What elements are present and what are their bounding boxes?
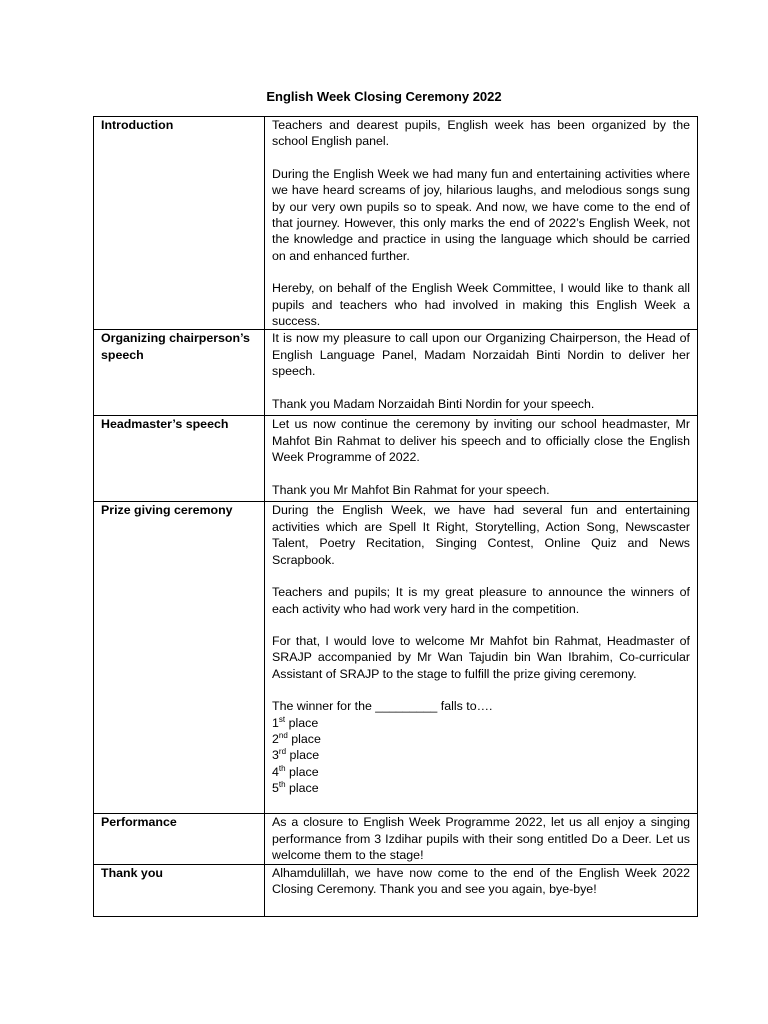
script-paragraph: For that, I would love to welcome Mr Mahfot bin Rahmat, Headmaster of SRAJP accompanied by Mr Wan Tajudin bin Wan Ibrahim, Co-curricular Assistant of SRAJP to the stage to fulfill the prize giving ceremony. — [272, 633, 690, 681]
table-row — [94, 502, 698, 814]
document-title: English Week Closing Ceremony 2022 — [266, 89, 502, 104]
script-paragraph: Alhamdulillah, we have now come to the end of the English Week 2022 Closing Ceremony. Thank you and see you again, bye-bye! — [272, 865, 690, 897]
script-paragraph: It is now my pleasure to call upon our Organizing Chairperson, the Head of English Language Panel, Madam Norzaidah Binti Nordin to deliver her speech. — [272, 331, 690, 379]
table-row — [94, 814, 698, 864]
place-item: 5th place — [272, 780, 319, 796]
table-row — [94, 330, 698, 416]
script-paragraph: As a closure to English Week Programme 2022, let us all enjoy a singing performance from 3 Izdihar pupils with their song entitled Do a Deer. Let us welcome them to the stage! — [272, 815, 690, 863]
place-item: 1st place — [272, 714, 319, 730]
section-script — [265, 416, 698, 502]
place-item: 4th place — [272, 763, 319, 779]
section-heading: Thank you — [94, 864, 265, 916]
section-script — [265, 864, 698, 916]
script-paragraph: Let us now continue the ceremony by inviting our school headmaster, Mr Mahfot Bin Rahmat to deliver his speech and to officially close the English Week Programme of 2022. — [272, 417, 690, 465]
script-paragraph: Thank you Madam Norzaidah Binti Nordin for your speech. — [272, 396, 595, 411]
section-heading: Prize giving ceremony — [94, 502, 265, 814]
winner-line: The winner for the _________ falls to…. — [272, 699, 493, 714]
section-script — [265, 502, 698, 814]
section-script — [265, 330, 698, 416]
section-heading: Headmaster’s speech — [94, 416, 265, 502]
table-row — [94, 864, 698, 916]
place-item: 3rd place — [272, 747, 320, 763]
section-heading: Performance — [94, 814, 265, 864]
script-paragraph: Teachers and pupils; It is my great pleasure to announce the winners of each activity who had work very hard in the competition. — [272, 585, 690, 616]
place-item: 2nd place — [272, 730, 321, 746]
section-script — [265, 814, 698, 864]
script-paragraph: Thank you Mr Mahfot Bin Rahmat for your speech. — [272, 482, 550, 497]
ceremony-script-table — [93, 116, 698, 917]
script-paragraph: Hereby, on behalf of the English Week Committee, I would like to thank all pupils and teachers who had involved in making this English Week a success. — [272, 281, 690, 329]
script-paragraph: During the English Week, we have had several fun and entertaining activities which are Spell It Right, Storytelling, Action Song, Newscaster Talent, Poetry Recitation, Singing Contest, Online Quiz and News Scrapbook. — [272, 503, 690, 567]
table-row — [94, 416, 698, 502]
script-paragraph: Teachers and dearest pupils, English week has been organized by the school English panel. — [272, 118, 690, 149]
section-heading: Organizing chairperson’s speech — [94, 330, 265, 416]
winner-announcement — [272, 698, 690, 796]
section-heading: Introduction — [94, 117, 265, 330]
section-script — [265, 117, 698, 330]
script-paragraph: During the English Week we had many fun and entertaining activities where we have heard screams of joy, hilarious laughs, and melodious songs sung by our very own pupils so to speak. And now, we have come to the end of that journey. However, this only marks the end of 2022’s English Week, not the knowledge and practice in using the language which should be carried on and enhanced further. — [272, 166, 690, 263]
table-row — [94, 117, 698, 330]
